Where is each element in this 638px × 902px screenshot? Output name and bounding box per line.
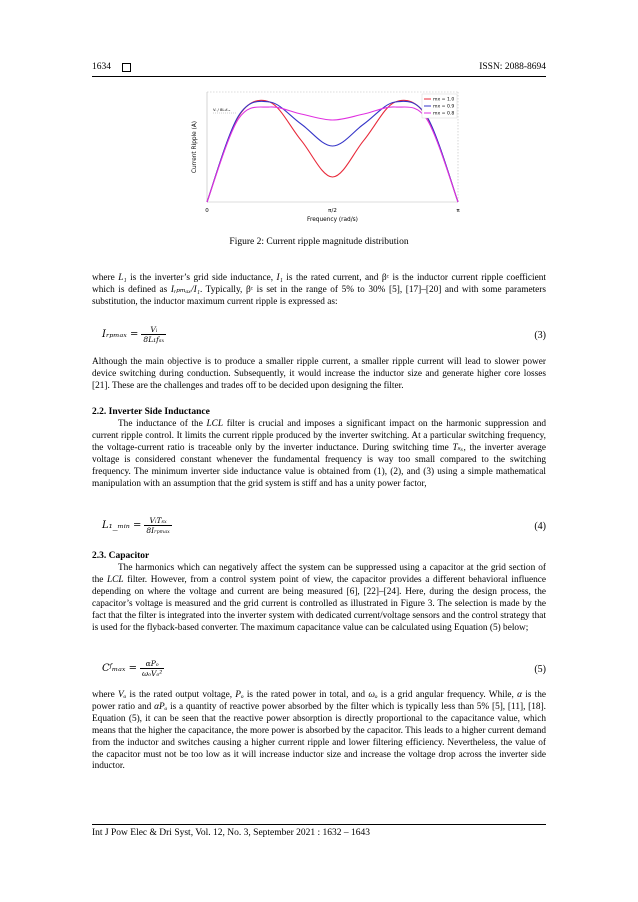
text-run: where <box>92 690 118 700</box>
text-run: is the power ratio and <box>92 690 546 712</box>
eq4-denominator: 8Iᵣₚₘₐₓ <box>146 526 170 535</box>
symbol-i1: I₁ <box>276 273 283 283</box>
eq5-lhs: Cᶠₘₐₓ = <box>102 663 137 674</box>
text-run: , the inverter average voltage is considered constant whenever the fundamental frequency is way too small compared to the switching frequency. The minimum inverter side inductance value is obtained from (1), (2), and (3) using a simple mathematical manipulation with an assumption that the grid system is stiff and has a unity power factor, <box>92 442 546 489</box>
eq3-fraction <box>141 325 166 344</box>
text-run: is the rated current, and βᶜ is the inductor current ripple coefficient which is defined as <box>92 273 546 295</box>
x-axis-label: Frequency (rad/s) <box>307 217 358 223</box>
current-ripple-chart <box>160 84 480 230</box>
journal-issn: ISSN: 2088-8694 <box>479 62 546 72</box>
text-run: is a quantity of reactive power absorbed by the filter which is typically less than 5% [5], [11], [18]. Equation (5), it can be seen that the reactive power absorption is directly proportional to the capacitance value, which means that the higher the capacitance, the more power is absorbed by the capacitor. This leads to a higher current demand from the inductor and switches causing a higher current ripple and lower filtering efficiency. Nevertheless, the value of the capacitor must not be too low as it will increase inductor size and increase the voltage drop across the inverter side inductor. <box>92 701 546 772</box>
text-run: is a grid angular frequency. While, <box>377 690 518 700</box>
header-rule <box>92 76 546 77</box>
eq5-number: (5) <box>534 664 546 675</box>
text-run: filter is crucial and imposes a significant impact on the harmonic suppression and current ripple control. It limits the current ripple produced by the inverter switching. At a particular switching frequency, the voltage-current ratio is traceable only by the inverter inductance. During switching time <box>92 419 546 453</box>
chart-legend <box>422 94 457 118</box>
footer-rule <box>92 824 546 825</box>
footer-citation: Int J Pow Elec & Dri Syst, Vol. 12, No. 3, September 2021 : 1632 – 1643 <box>92 828 371 838</box>
eq5-denominator: ωₒVₒ² <box>141 669 163 678</box>
series-line-2 <box>207 101 458 202</box>
text-run: is the rated output voltage, <box>126 690 236 700</box>
figure-caption: Figure 2: Current ripple magnitude distribution <box>229 237 409 247</box>
eq3-number: (3) <box>534 330 546 341</box>
text-run: The harmonics which can negatively affect the system can be suppressed using a capacitor at the grid section of the <box>92 563 546 585</box>
symbol-vo: Vₒ <box>117 690 127 700</box>
symbol-l1: L₁ <box>118 273 127 283</box>
eq5-fraction <box>140 659 164 678</box>
series-line-3 <box>207 107 458 202</box>
page-number: 1634 <box>92 62 111 72</box>
y-axis-label: Current Ripple (A) <box>192 120 198 174</box>
eq5-numerator: αPₒ <box>140 659 164 669</box>
section-heading-2-3: 2.3. Capacitor <box>92 551 150 561</box>
symbol-omega-o: ωₒ <box>368 690 378 700</box>
text-run: is the rated power in total, and <box>243 690 369 700</box>
symbol-tsw: Tₛₓ <box>452 442 464 453</box>
text-run: is the inverter’s grid side inductance, <box>126 273 277 283</box>
paragraph-capacitor <box>92 563 546 634</box>
x-tick-pi-half: π/2 <box>328 208 337 214</box>
symbol-alpha-po: αPₒ <box>154 701 168 712</box>
annotation-label: Vᵢ / 8L₁fₛₓ <box>213 107 231 112</box>
eq3-denominator: 8L₁fₛₓ <box>143 335 165 344</box>
series-layer <box>207 100 458 202</box>
symbol-lcl: LCL <box>206 419 224 429</box>
symbol-po: Pₒ <box>235 690 244 700</box>
text-run: . Typically, βᶜ is set in the range of 5% to 30% [5], [17]–[20] and with some parameters substitution, the inductor maximum current ripple is expressed as: <box>92 284 547 307</box>
paragraph-ripple-tradeoff <box>92 357 546 393</box>
legend-label-3: mx = 0.8 <box>433 111 455 117</box>
x-tick-pi: π <box>456 208 460 214</box>
paragraph-inverter-inductance <box>92 419 546 490</box>
x-tick-0: 0 <box>205 208 209 214</box>
eq3-lhs: Iᵣₚₘₐₓ = <box>102 329 139 340</box>
eq4-fraction <box>144 516 171 535</box>
paragraph-capacitor-variables <box>92 690 546 773</box>
text-run: where <box>92 273 119 283</box>
eq3-numerator: Vᵢ <box>141 325 166 335</box>
eq4-number: (4) <box>534 521 546 532</box>
text-run: The inductance of the <box>118 419 207 429</box>
symbol-ratio: Iᵣₚₘₐₓ/I₁ <box>170 284 200 295</box>
symbol-lcl: LCL <box>107 574 124 585</box>
symbol-alpha: α <box>517 690 522 700</box>
legend-label-1: mx = 1.0 <box>433 97 455 103</box>
legend-label-2: mx = 0.9 <box>433 104 455 110</box>
text-run: filter. However, from a control system point of view, the capacitor provides a different behavioral influence depending on where the voltage and current are being measured [6], [22]–[24]. Here, during the design process, the capacitor’s voltage is measured and the grid current is controlled as illustrated in Figure 3. The selection is made by the fact that the filter is integrated into the inverter system with dedicated current/voltage sensors and the control strategy that is used for the flyback-based converter. The maximum capacitance value can be calculated using Equation (5) below; <box>92 574 546 633</box>
checkbox-square-icon <box>122 63 131 72</box>
eq4-lhs: L₁_ₘᵢₙ = <box>102 520 142 531</box>
text-run: Although the main objective is to produce a smaller ripple current, a smaller ripple current will lead to slower power device switching during conduction. Subsequently, it would increase the inductor size and generate higher core losses [21]. These are the challenges and trades off to be decided upon designing the filter. <box>92 357 546 391</box>
eq4-numerator: VᵢTₛₓ <box>144 516 171 526</box>
section-heading-2-2: 2.2. Inverter Side Inductance <box>92 407 210 417</box>
series-line-1 <box>207 100 458 202</box>
paragraph-ripple-coefficient <box>92 273 546 309</box>
